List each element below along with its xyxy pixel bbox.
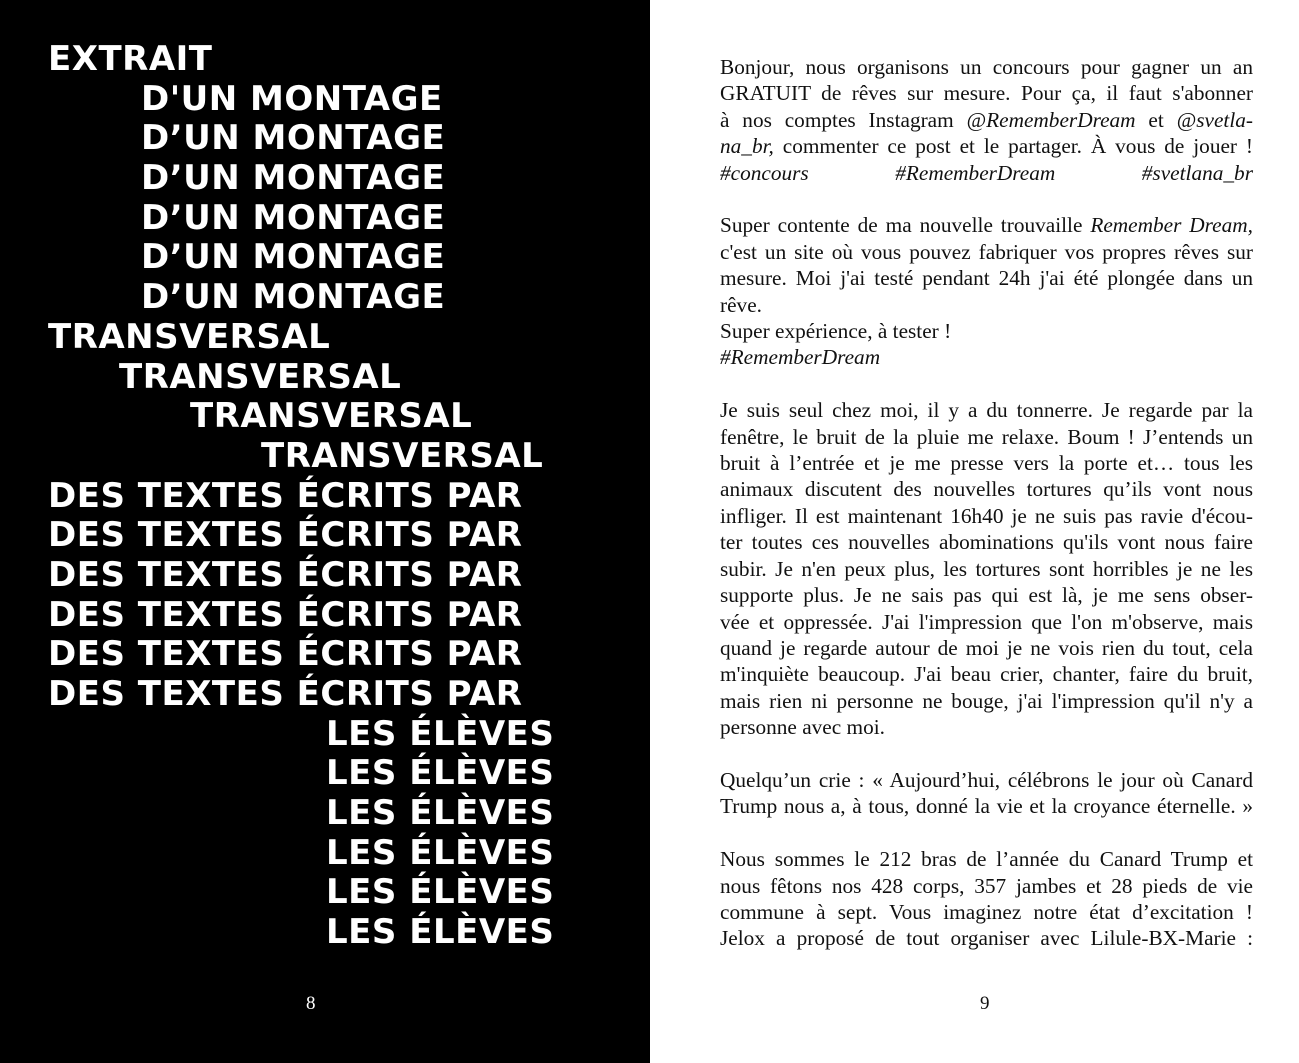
text-line	[720, 212, 1253, 238]
montage-title	[0, 40, 650, 953]
text-line: Je suis seul chez moi, il y a du tonnerre. Je regarde par la	[720, 398, 1253, 423]
text-line: subir. Je n'en peux plus, les tortures sont horribles je ne les	[720, 556, 1253, 581]
text-span: Super contente de ma nouvelle trouvaille	[720, 213, 1091, 238]
text-line	[720, 107, 1253, 133]
instagram-handle: @RememberDream	[966, 107, 1136, 132]
text-line: Nous sommes le 212 bras de l’année du Canard Trump et	[720, 847, 1253, 872]
text-line	[720, 133, 1253, 159]
text-line: rêve.	[720, 292, 762, 317]
title-line-textes: DES TEXTES ÉCRITS PAR	[48, 634, 523, 675]
text-span: commenter ce post et le partager. À vous de jouer !	[773, 134, 1253, 159]
title-line-textes: DES TEXTES ÉCRITS PAR	[48, 594, 523, 635]
text-line: supporte plus. Je ne sais pas qui est là, je me sens obser-	[720, 583, 1253, 608]
text-line: mesure. Moi j'ai testé pendant 24h j'ai été plongée dans un	[720, 266, 1253, 291]
page-number-right: 9	[980, 993, 990, 1014]
title-line-transversal: TRANSVERSAL	[48, 316, 331, 357]
text-line: infliger. Il est maintenant 16h40 je ne suis pas ravie d'écou-	[720, 503, 1253, 528]
title-line-eleves: LES ÉLÈVES	[326, 793, 555, 834]
hashtags: #RememberDream	[720, 345, 881, 370]
text-line: personne avec moi.	[720, 715, 885, 740]
title-line-textes: DES TEXTES ÉCRITS PAR	[48, 515, 523, 556]
instagram-handle: @svetla-	[1176, 107, 1253, 132]
text-line: m'inquiète beaucoup. J'ai beau crier, chanter, faire du bruit,	[720, 662, 1253, 687]
title-line-transversal: TRANSVERSAL	[119, 356, 402, 397]
text-line: vée et oppressée. J'ai l'impression que l'on m'observe, mais	[720, 609, 1253, 634]
text-line: bruit à l’entrée et je me presse vers la porte et… tous les	[720, 451, 1253, 476]
text-line: Jelox a proposé de tout organiser avec Lilule-BX-Marie :	[720, 926, 1253, 951]
title-line-montage: D’UN MONTAGE	[141, 237, 446, 278]
text-line: nous fêtons nos 428 corps, 357 jambes et 28 pieds de vie	[720, 873, 1253, 898]
right-page	[650, 0, 1299, 1063]
text-span: à nos comptes Instagram	[720, 107, 967, 132]
paragraph-contest	[720, 54, 1253, 186]
paragraph-shout	[720, 767, 1253, 820]
title-line-textes: DES TEXTES ÉCRITS PAR	[48, 674, 523, 714]
title-line-montage: D’UN MONTAGE	[141, 197, 446, 238]
title-line-textes: DES TEXTES ÉCRITS PAR	[48, 475, 523, 516]
title-line-eleves: LES ÉLÈVES	[326, 713, 555, 754]
text-line: Bonjour, nous organisons un concours pour gagner un an	[720, 55, 1253, 79]
text-line: Super expérience, à tester !	[720, 319, 952, 344]
text-line: GRATUIT de rêves sur mesure. Pour ça, il faut s'abonner	[720, 81, 1253, 106]
title-line-eleves: LES ÉLÈVES	[326, 832, 555, 873]
title-line-eleves: LES ÉLÈVES	[326, 872, 555, 913]
paragraph-celebration	[720, 846, 1253, 952]
text-line: Quelqu’un crie : « Aujourd’hui, célébrons le jour où Canard	[720, 767, 1253, 792]
text-line: c'est un site où vous pouvez fabriquer vos propres rêves sur	[720, 239, 1253, 264]
title-line-montage: D’UN MONTAGE	[141, 277, 446, 318]
title-line-montage: D'UN MONTAGE	[141, 78, 443, 119]
text-line: ter toutes ces nouvelles abominations qu'ils vont nous faire	[720, 530, 1253, 555]
title-line-eleves: LES ÉLÈVES	[326, 753, 555, 794]
text-line: Trump nous a, à tous, donné la vie et la croyance éternelle. »	[720, 794, 1253, 819]
text-line: animaux discutent des nouvelles tortures qu’ils vont nous	[720, 477, 1253, 502]
title-line-transversal: TRANSVERSAL	[261, 435, 544, 476]
instagram-handle: na_br,	[720, 134, 774, 159]
title-line-extrait: EXTRAIT	[48, 39, 213, 79]
text-span: et	[1135, 107, 1177, 132]
paragraph-review	[720, 212, 1253, 370]
title-line-montage: D’UN MONTAGE	[141, 158, 446, 199]
title-line-eleves: LES ÉLÈVES	[326, 912, 555, 953]
text-line: quand je regarde autour de moi je ne vois rien du tout, cela	[720, 635, 1253, 660]
title-line-montage: D’UN MONTAGE	[141, 118, 446, 159]
title-line-textes: DES TEXTES ÉCRITS PAR	[48, 554, 523, 595]
text-line: fenêtre, le bruit de la pluie me relaxe. Boum ! J’entends un	[720, 424, 1253, 449]
site-name: Remember Dream,	[1090, 213, 1253, 238]
body-text	[720, 54, 1253, 978]
paragraph-storm	[720, 397, 1253, 740]
text-line: mais rien ni personne ne bouge, j'ai l'impression qu'il n'y a	[720, 688, 1253, 713]
page-number-left: 8	[306, 993, 316, 1014]
text-line: commune à sept. Vous imaginez notre état d’excitation !	[720, 899, 1253, 924]
title-line-transversal: TRANSVERSAL	[190, 396, 473, 437]
hashtags: #concours #RememberDream #svetlana_br	[720, 160, 1253, 185]
